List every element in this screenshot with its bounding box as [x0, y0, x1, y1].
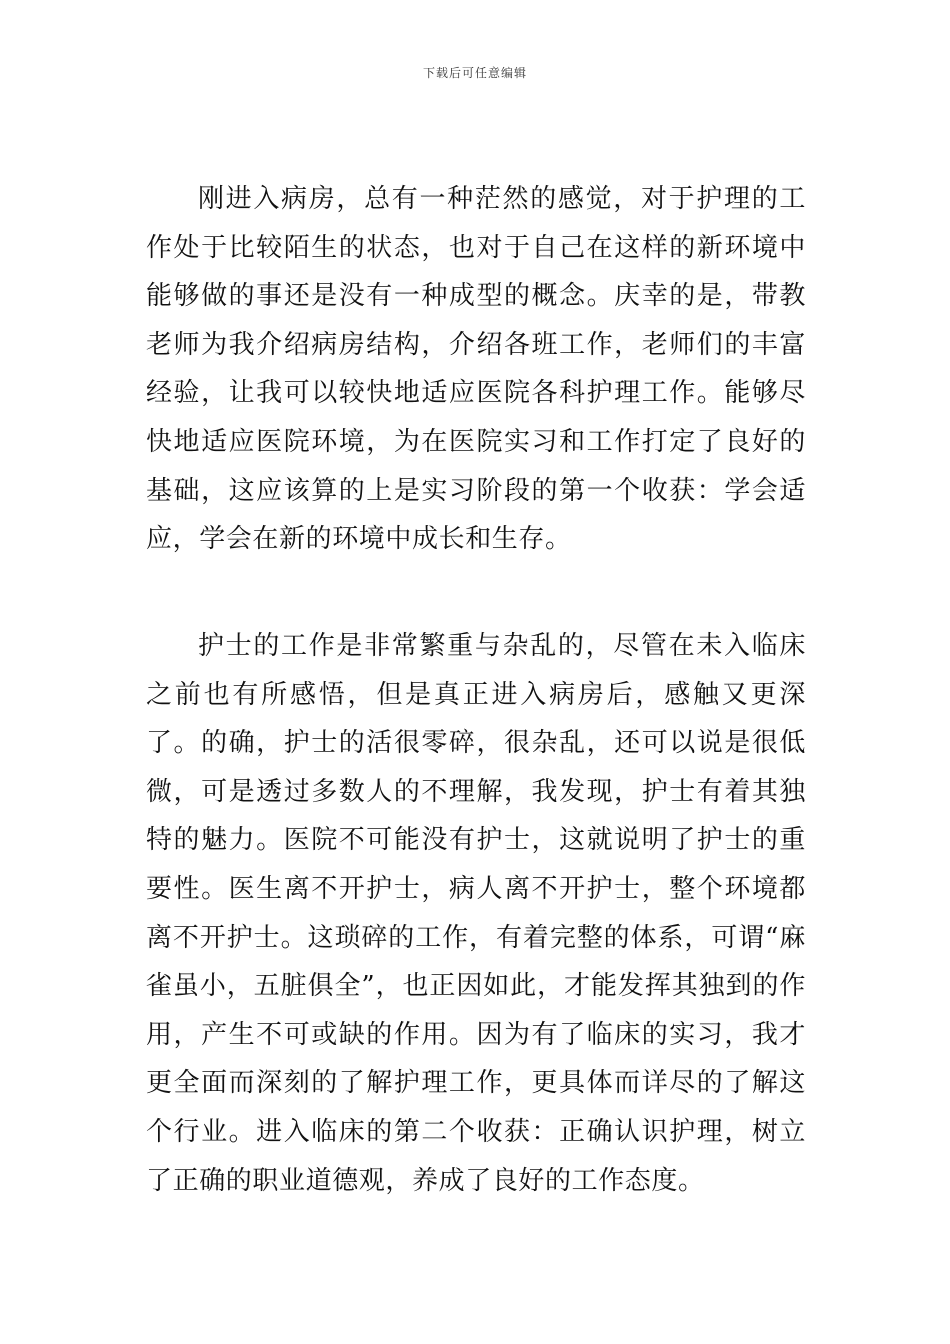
- paragraph-1: 刚进入病房，总有一种茫然的感觉，对于护理的工作处于比较陌生的状态，也对于自己在这样的新环境中能够做的事还是没有一种成型的概念。庆幸的是，带教老师为我介绍病房结构，介绍各班工作，老师们的丰富经验，让我可以较快地适应医院各科护理工作。能够尽快地适应医院环境，为在医院实习和工作打定了良好的基础，这应该算的上是实习阶段的第一个收获：学会适应，学会在新的环境中成长和生存。: [146, 184, 806, 555]
- paragraph-2: 护士的工作是非常繁重与杂乱的，尽管在未入临床之前也有所感悟，但是真正进入病房后，感触又更深了。的确，护士的活很零碎，很杂乱，还可以说是很低微，可是透过多数人的不理解，我发现，护士有着其独特的魅力。医院不可能没有护士，这就说明了护士的重要性。医生离不开护士，病人离不开护士，整个环境都离不开护士。这琐碎的工作，有着完整的体系，可谓“麻雀虽小，五脏俱全”，也正因如此，才能发挥其独到的作用，产生不可或缺的作用。因为有了临床的实习，我才更全面而深刻的了解护理工作，更具体而详尽的了解这个行业。进入临床的第二个收获：正确认识护理，树立了正确的职业道德观，养成了良好的工作态度。: [146, 631, 806, 1196]
- page-header: 下载后可任意编辑: [422, 66, 527, 80]
